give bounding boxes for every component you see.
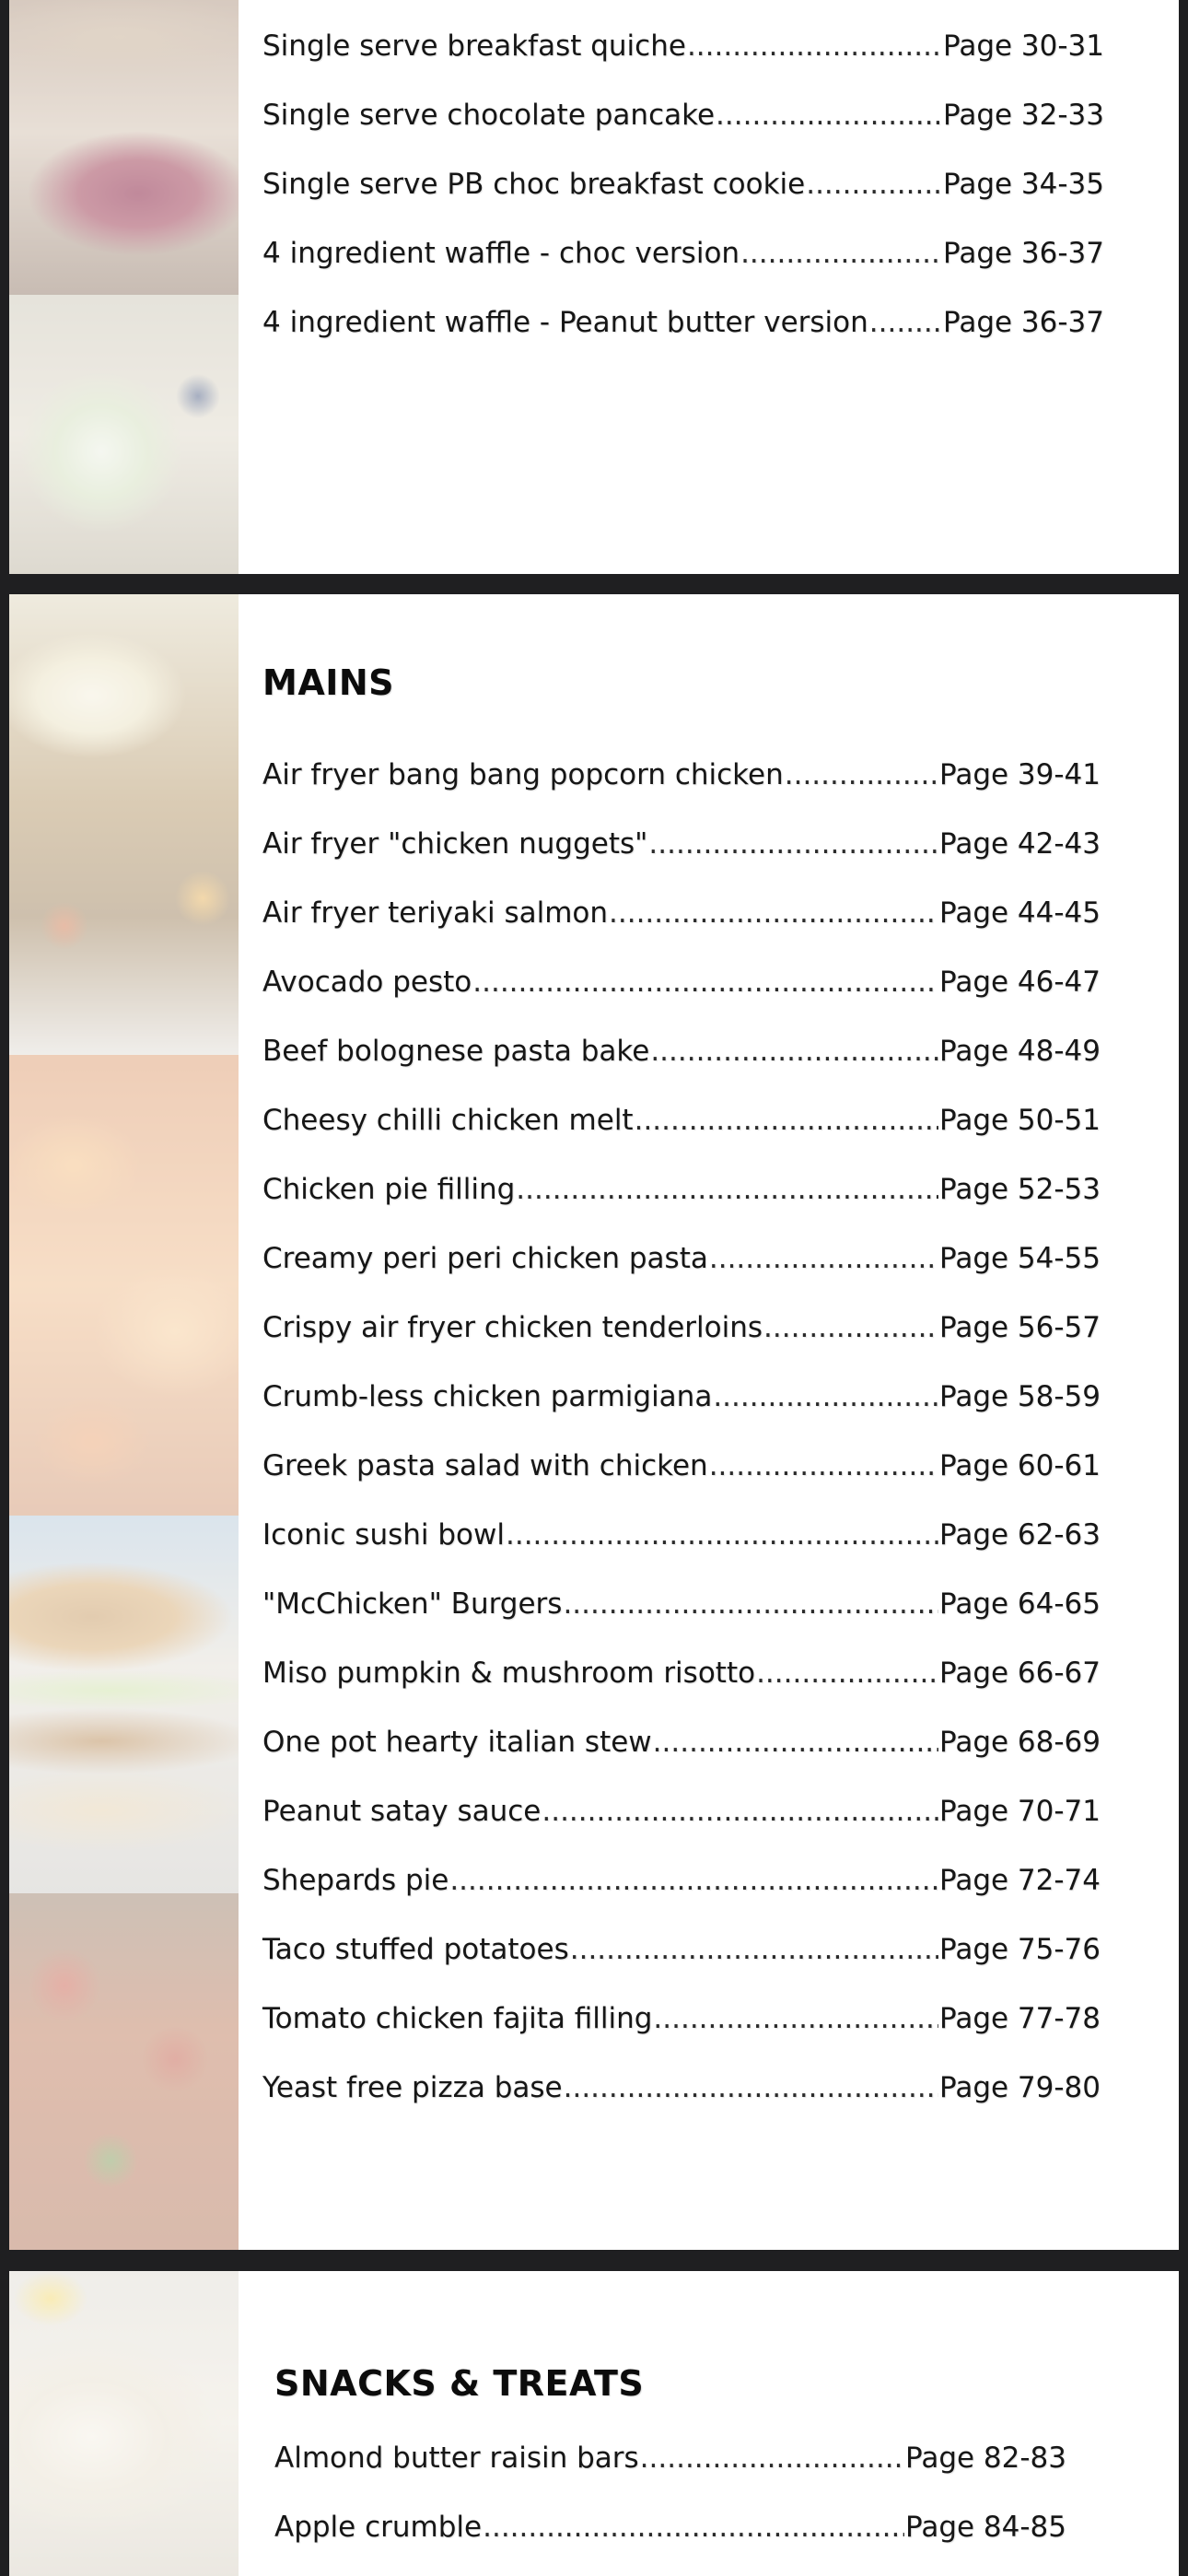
toc-entry[interactable] bbox=[262, 80, 1104, 149]
dot-leader bbox=[570, 1933, 938, 1966]
dot-leader bbox=[609, 896, 938, 930]
page-range: Page 70-71 bbox=[939, 1794, 1101, 1828]
toc-entry[interactable] bbox=[262, 1293, 1101, 1362]
dot-leader bbox=[640, 2441, 904, 2475]
page-range: Page 36-37 bbox=[943, 305, 1104, 339]
page-range: Page 34-35 bbox=[943, 167, 1104, 201]
page-range: Page 42-43 bbox=[939, 826, 1101, 861]
page-range: Page 72-74 bbox=[939, 1863, 1101, 1897]
dot-leader bbox=[472, 966, 938, 999]
recipe-name: Cheesy chilli chicken melt bbox=[262, 1103, 634, 1137]
dot-leader bbox=[449, 1864, 938, 1897]
recipe-name: Avocado pesto bbox=[262, 965, 472, 999]
toc-entry[interactable] bbox=[262, 2053, 1101, 2122]
toc-entry[interactable] bbox=[262, 11, 1104, 80]
recipe-name: Crumb-less chicken parmigiana bbox=[262, 1379, 713, 1413]
toc-entry[interactable] bbox=[262, 149, 1104, 218]
toc-entry[interactable] bbox=[262, 1776, 1101, 1845]
toc-entry[interactable] bbox=[262, 878, 1101, 947]
recipe-name: Almond butter raisin bars bbox=[274, 2441, 639, 2475]
recipe-name: Single serve PB choc breakfast cookie bbox=[262, 167, 806, 201]
dot-leader bbox=[687, 29, 942, 63]
recipe-name: Iconic sushi bowl bbox=[262, 1517, 505, 1551]
page-range: Page 82-83 bbox=[905, 2441, 1066, 2475]
toc-entry[interactable] bbox=[262, 1707, 1101, 1776]
toc-entry[interactable] bbox=[262, 1154, 1101, 1224]
page-range: Page 44-45 bbox=[939, 896, 1101, 930]
dot-leader bbox=[483, 2511, 904, 2544]
recipe-name: "McChicken" Burgers bbox=[262, 1587, 563, 1621]
toc-entry[interactable] bbox=[262, 1914, 1101, 1984]
pasta-bake-photo bbox=[9, 1893, 239, 2250]
page-range: Page 62-63 bbox=[939, 1517, 1101, 1551]
burger-photo bbox=[9, 1516, 239, 1893]
toc-entry[interactable] bbox=[262, 809, 1101, 878]
toc-entry[interactable] bbox=[262, 1431, 1101, 1500]
chicken-dish-photo bbox=[9, 1055, 239, 1516]
recipe-name: Beef bolognese pasta bake bbox=[262, 1034, 650, 1068]
dot-leader bbox=[650, 1035, 938, 1068]
recipe-name: 4 ingredient waffle - Peanut butter version bbox=[262, 305, 868, 339]
toc-entry[interactable] bbox=[262, 1224, 1101, 1293]
page-range: Page 56-57 bbox=[939, 1310, 1101, 1344]
dot-leader bbox=[653, 1726, 938, 1759]
section-title-mains: MAINS bbox=[262, 662, 395, 703]
recipe-name: Taco stuffed potatoes bbox=[262, 1932, 569, 1966]
toc-entry[interactable] bbox=[262, 218, 1104, 287]
recipe-name: Apple crumble bbox=[274, 2510, 483, 2544]
recipe-name: Chicken pie filling bbox=[262, 1172, 516, 1206]
toc-entry[interactable] bbox=[262, 1984, 1101, 2053]
page-range: Page 48-49 bbox=[939, 1034, 1101, 1068]
toc-entry[interactable] bbox=[262, 287, 1104, 357]
dot-leader bbox=[785, 758, 938, 791]
page-range: Page 60-61 bbox=[939, 1448, 1101, 1482]
page-range: Page 54-55 bbox=[939, 1241, 1101, 1275]
food-photo-strip bbox=[9, 0, 239, 574]
page-range: Page 64-65 bbox=[939, 1587, 1101, 1621]
recipe-name: Greek pasta salad with chicken bbox=[262, 1448, 708, 1482]
toc-entry[interactable] bbox=[262, 740, 1101, 809]
dot-leader bbox=[653, 2002, 938, 2035]
recipe-name: Single serve chocolate pancake bbox=[262, 98, 716, 132]
dot-leader bbox=[756, 1657, 938, 1690]
recipe-name: Crispy air fryer chicken tenderloins bbox=[262, 1310, 763, 1344]
dot-leader bbox=[542, 1795, 938, 1828]
toc-entry[interactable] bbox=[274, 2423, 1066, 2492]
mains-page bbox=[9, 594, 1179, 2250]
recipe-name: Single serve breakfast quiche bbox=[262, 29, 686, 63]
recipe-name: Miso pumpkin & mushroom risotto bbox=[262, 1656, 756, 1690]
dot-leader bbox=[506, 1518, 938, 1551]
dot-leader bbox=[713, 1380, 938, 1413]
page-range: Page 77-78 bbox=[939, 2001, 1101, 2035]
snacks-page bbox=[9, 2271, 1179, 2576]
page-range: Page 75-76 bbox=[939, 1932, 1101, 1966]
recipe-name: Peanut satay sauce bbox=[262, 1794, 542, 1828]
toc-entry[interactable] bbox=[274, 2492, 1066, 2561]
dot-leader bbox=[709, 1449, 938, 1482]
dot-leader bbox=[740, 237, 942, 270]
toc-entry[interactable] bbox=[262, 1569, 1101, 1638]
dot-leader bbox=[709, 1242, 938, 1275]
lemon-slice-photo bbox=[9, 2271, 239, 2576]
breakfast-page bbox=[9, 0, 1179, 574]
page-range: Page 36-37 bbox=[943, 236, 1104, 270]
dot-leader bbox=[648, 827, 938, 861]
section-title-snacks-treats: SNACKS & TREATS bbox=[274, 2363, 645, 2404]
dot-leader bbox=[716, 99, 942, 132]
toc-entry[interactable] bbox=[262, 1500, 1101, 1569]
dot-leader bbox=[806, 168, 942, 201]
recipe-name: Tomato chicken fajita filling bbox=[262, 2001, 653, 2035]
dot-leader bbox=[869, 306, 942, 339]
recipe-name: Air fryer "chicken nuggets" bbox=[262, 826, 648, 861]
toc-entry[interactable] bbox=[262, 1845, 1101, 1914]
page-range: Page 84-85 bbox=[905, 2510, 1066, 2544]
toc-entry[interactable] bbox=[262, 1362, 1101, 1431]
page-range: Page 50-51 bbox=[939, 1103, 1101, 1137]
page-range: Page 79-80 bbox=[939, 2070, 1101, 2104]
page-range: Page 32-33 bbox=[943, 98, 1104, 132]
page-range: Page 46-47 bbox=[939, 965, 1101, 999]
recipe-name: Yeast free pizza base bbox=[262, 2070, 563, 2104]
page-range: Page 30-31 bbox=[943, 29, 1104, 63]
recipe-name: Air fryer teriyaki salmon bbox=[262, 896, 609, 930]
page-range: Page 66-67 bbox=[939, 1656, 1101, 1690]
food-photo-strip bbox=[9, 2271, 239, 2576]
toc-entry[interactable] bbox=[262, 1016, 1101, 1085]
recipe-name: Creamy peri peri chicken pasta bbox=[262, 1241, 708, 1275]
toc-entry[interactable] bbox=[262, 1638, 1101, 1707]
dot-leader bbox=[635, 1104, 938, 1137]
dot-leader bbox=[516, 1173, 938, 1206]
page-range: Page 58-59 bbox=[939, 1379, 1101, 1413]
stew-bowl-photo bbox=[9, 594, 239, 1055]
dot-leader bbox=[564, 2071, 938, 2104]
toc-entry[interactable] bbox=[262, 1085, 1101, 1154]
dessert-cake-photo bbox=[9, 0, 239, 295]
page-range: Page 39-41 bbox=[939, 757, 1101, 791]
recipe-name: 4 ingredient waffle - choc version bbox=[262, 236, 740, 270]
recipe-name: Air fryer bang bang popcorn chicken bbox=[262, 757, 784, 791]
dot-leader bbox=[763, 1311, 938, 1344]
page-range: Page 52-53 bbox=[939, 1172, 1101, 1206]
recipe-name: Shepards pie bbox=[262, 1863, 449, 1897]
food-photo-strip bbox=[9, 594, 239, 2250]
slaw-bowl-photo bbox=[9, 295, 239, 574]
page-range: Page 68-69 bbox=[939, 1725, 1101, 1759]
toc-entry[interactable] bbox=[262, 947, 1101, 1016]
dot-leader bbox=[563, 1587, 938, 1621]
recipe-name: One pot hearty italian stew bbox=[262, 1725, 652, 1759]
